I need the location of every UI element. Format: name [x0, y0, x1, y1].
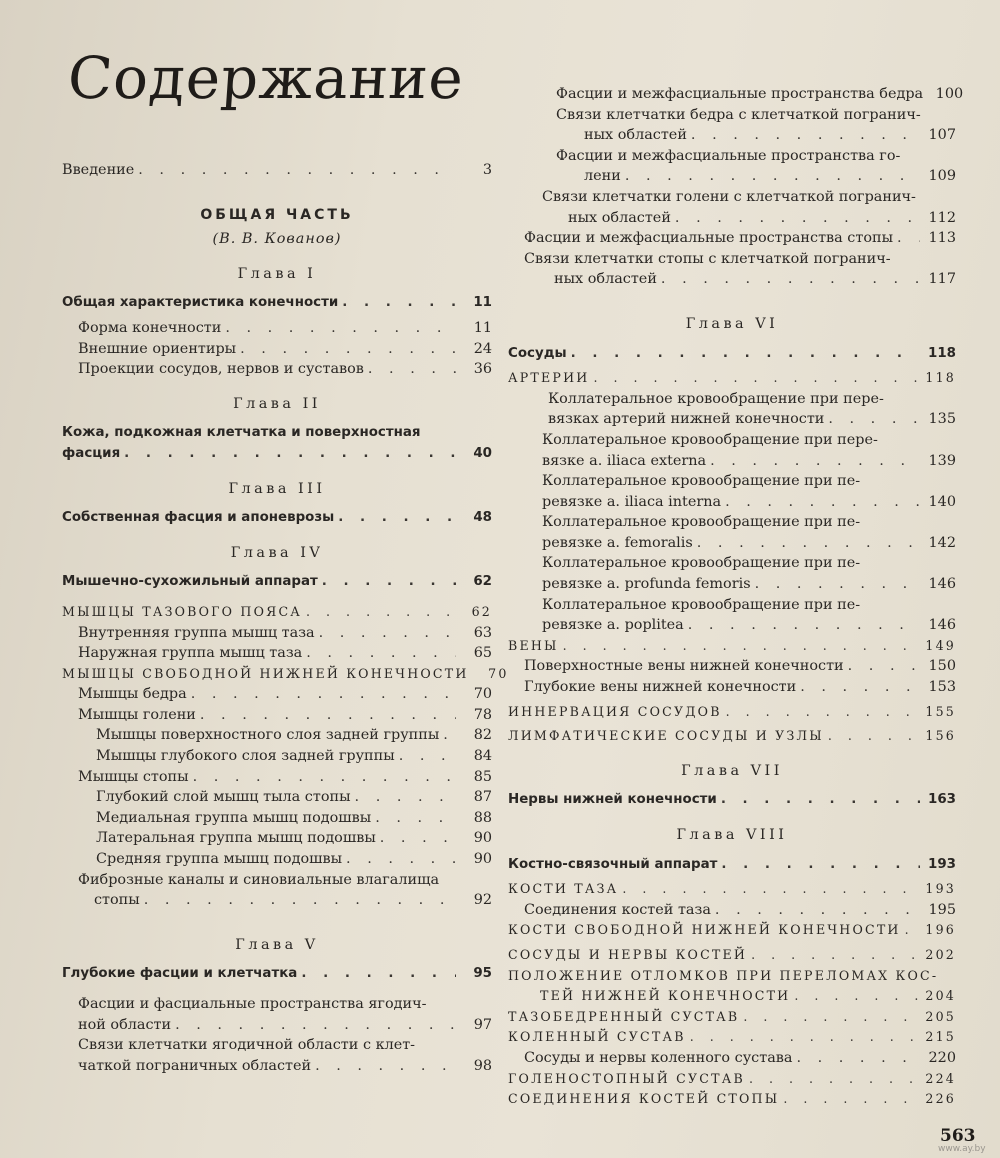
dot-leader	[306, 643, 456, 664]
entry-text: ГОЛЕНОСТОПНЫЙ СУСТАВ	[508, 1070, 745, 1086]
dot-leader	[338, 508, 456, 529]
toc-entry	[62, 767, 492, 788]
dot-leader	[593, 368, 920, 389]
toc-subsection-line: ПОЛОЖЕНИЕ ОТЛОМКОВ ПРИ ПЕРЕЛОМАХ КОС-	[508, 967, 939, 983]
entry-page: 70	[488, 665, 509, 681]
entry-page: 205	[925, 1008, 956, 1024]
entry-text: Медиальная группа мышц подошвы	[96, 809, 372, 826]
toc-entry	[62, 746, 492, 767]
entry-page: 100	[935, 86, 964, 102]
toc-entry	[62, 684, 492, 705]
entry-text: КОСТИ СВОБОДНОЙ НИЖНЕЙ КОНЕЧНОСТИ	[508, 922, 901, 938]
entry-text: ТЕЙ НИЖНЕЙ КОНЕЧНОСТИ	[540, 988, 791, 1004]
toc-entry	[62, 359, 492, 380]
entry-text: Нервы нижней конечности	[508, 792, 717, 808]
toc-entry	[508, 574, 956, 595]
entry-text: Мышцы бедра	[78, 686, 187, 703]
entry-page: 65	[473, 645, 492, 662]
toc-entry	[62, 318, 492, 339]
dot-leader	[319, 623, 456, 644]
entry-text: СОЕДИНЕНИЯ КОСТЕЙ СТОПЫ	[508, 1091, 780, 1107]
entry-text: Фасции и межфасциальные пространства бедра	[556, 86, 924, 102]
entry-page: 117	[928, 271, 956, 288]
toc-entry	[508, 125, 956, 146]
toc-entry	[508, 228, 956, 249]
toc-entry-line: Коллатеральное кровообращение при пе-	[542, 596, 861, 613]
dot-leader	[138, 160, 456, 181]
toc-subsection	[508, 702, 956, 723]
dot-leader	[828, 409, 920, 430]
dot-leader	[306, 602, 456, 623]
chapter-label: Глава III	[228, 480, 326, 497]
toc-subsection	[508, 1007, 956, 1028]
dot-leader	[721, 790, 920, 811]
entry-page: 193	[925, 881, 956, 897]
toc-entry	[62, 787, 492, 808]
toc-subsection	[62, 664, 509, 685]
chapter-title	[508, 344, 956, 365]
entry-text: Глубокий слой мышц тыла стопы	[96, 789, 351, 806]
entry-page: 85	[473, 768, 492, 785]
toc-entry	[62, 808, 492, 829]
toc-entry-line: Связи клетчатки бедра с клетчаткой погранич-	[556, 106, 921, 123]
entry-text: Средняя группа мышц подошвы	[96, 851, 343, 868]
entry-page: 62	[473, 574, 492, 590]
toc-entry	[508, 615, 956, 636]
entry-text: МЫШЦЫ СВОБОДНОЙ НИЖНЕЙ КОНЕЧНОСТИ	[62, 665, 469, 681]
dot-leader	[191, 684, 456, 705]
dot-leader	[346, 849, 456, 870]
chapter-label: Глава VIII	[676, 827, 788, 843]
chapter-title	[62, 444, 492, 465]
toc-subsection	[508, 1089, 956, 1110]
toc-entry	[508, 451, 956, 472]
entry-page: 88	[473, 809, 492, 826]
entry-page: 193	[928, 856, 956, 872]
entry-page: 95	[473, 966, 492, 982]
dot-leader	[200, 705, 456, 726]
chapter-label: Глава I	[237, 265, 317, 282]
toc-entry-line: Фасции и фасциальные пространства ягодич-	[78, 996, 427, 1012]
dot-leader	[690, 1027, 920, 1048]
dot-leader	[905, 920, 920, 941]
dot-leader	[355, 787, 456, 808]
page-title: Содержание	[65, 44, 467, 112]
dot-leader	[301, 964, 456, 985]
toc-entry	[508, 409, 956, 430]
toc-entry	[62, 849, 492, 870]
entry-page: 150	[928, 658, 956, 675]
toc-right-column	[508, 84, 964, 1110]
toc-subsection	[508, 368, 956, 389]
entry-page: 135	[928, 411, 956, 428]
entry-text: Собственная фасция и апоневрозы	[62, 510, 335, 526]
dot-leader	[399, 746, 456, 767]
dot-leader	[368, 359, 456, 380]
entry-page: 36	[473, 361, 492, 378]
dot-leader	[443, 725, 456, 746]
entry-text: стопы	[94, 892, 140, 909]
chapter-title	[62, 293, 492, 314]
entry-text: Наружная группа мышц таза	[78, 645, 303, 662]
entry-text: Мышцы стопы	[78, 768, 189, 785]
toc-entry	[508, 900, 956, 921]
toc-entry	[508, 1048, 956, 1069]
toc-entry-line: Коллатеральное кровообращение при пе-	[542, 514, 861, 531]
chapter-title	[62, 508, 492, 529]
toc-subsection	[508, 986, 956, 1007]
entry-page: 109	[928, 168, 956, 185]
watermark: www.ay.by	[938, 1144, 986, 1154]
entry-text: ТАЗОБЕДРЕННЫЙ СУСТАВ	[508, 1008, 740, 1024]
entry-text: Мышцы голени	[78, 706, 196, 723]
entry-text: ВЕНЫ	[508, 637, 559, 653]
chapter-title-line: Кожа, подкожная клетчатка и поверхностная	[62, 425, 421, 441]
dot-leader	[726, 702, 920, 723]
toc-entry	[62, 339, 492, 360]
dot-leader	[721, 855, 920, 876]
toc-subsection	[508, 1069, 956, 1090]
dot-leader	[897, 228, 920, 249]
dot-leader	[691, 125, 920, 146]
toc-entry-line: Связи клетчатки голени с клетчаткой погранич-	[542, 188, 916, 205]
dot-leader	[710, 451, 920, 472]
chapter-label: Глава II	[233, 395, 321, 412]
chapter-title	[62, 964, 492, 985]
dot-leader	[144, 890, 456, 911]
entry-page: 215	[925, 1029, 956, 1045]
entry-text: ной области	[78, 1016, 172, 1033]
entry-text: Сосуды и нервы коленного сустава	[524, 1049, 793, 1066]
toc-entry	[62, 828, 492, 849]
entry-text: Внутренняя группа мышц таза	[78, 624, 315, 641]
entry-page: 195	[928, 901, 956, 918]
toc-subsection	[508, 945, 956, 966]
entry-page: 84	[473, 748, 492, 765]
dot-leader	[661, 269, 920, 290]
entry-text: ЛИМФАТИЧЕСКИЕ СОСУДЫ И УЗЛЫ	[508, 728, 824, 744]
toc-entry	[508, 269, 956, 290]
entry-text: Форма конечности	[78, 319, 222, 336]
entry-text: Введение	[62, 162, 135, 178]
entry-text: ных областей	[568, 209, 671, 226]
entry-page: 220	[928, 1049, 956, 1066]
toc-entry-line: Коллатеральное кровообращение при пере-	[542, 431, 878, 448]
dot-leader	[124, 444, 456, 465]
dot-leader	[563, 636, 920, 657]
entry-text: Костно-связочный аппарат	[508, 856, 718, 872]
toc-left-column	[62, 160, 509, 1076]
entry-text: АРТЕРИИ	[508, 370, 590, 386]
entry-text: Латеральная группа мышц подошвы	[96, 830, 376, 847]
entry-page: 153	[928, 679, 956, 696]
toc-entry	[62, 705, 492, 726]
entry-text: фасция	[62, 445, 121, 461]
dot-leader	[342, 293, 456, 314]
entry-page: 92	[473, 892, 492, 909]
section-author: (В. В. Кованов)	[212, 231, 342, 248]
chapter-label: Глава VII	[681, 762, 783, 779]
dot-leader	[175, 1015, 456, 1036]
entry-page: 112	[928, 209, 956, 226]
entry-page: 118	[925, 370, 956, 386]
entry-text: МЫШЦЫ ТАЗОВОГО ПОЯСА	[62, 603, 303, 619]
dot-leader	[380, 828, 456, 849]
chapter-title	[62, 572, 492, 593]
entry-text: ревязке a. iliaca interna	[542, 493, 722, 510]
dot-leader	[755, 574, 920, 595]
toc-entry	[508, 166, 956, 187]
chapter-title	[508, 790, 956, 811]
entry-page: 156	[925, 728, 956, 744]
dot-leader	[571, 344, 920, 365]
entry-text: Соединения костей таза	[524, 901, 711, 918]
dot-leader	[848, 656, 920, 677]
chapter-label: Глава V	[235, 936, 319, 953]
entry-page: 146	[928, 617, 956, 634]
entry-page: 224	[925, 1070, 956, 1086]
toc-entry-line: Связи клетчатки ягодичной области с клет-	[78, 1037, 416, 1054]
chapter-label: Глава IV	[230, 544, 324, 561]
toc-entry	[508, 656, 956, 677]
entry-page: 11	[473, 319, 492, 336]
dot-leader	[749, 1069, 920, 1090]
toc-entry-line: Связи клетчатки стопы с клетчаткой погранич-	[524, 250, 891, 267]
entry-page: 107	[928, 127, 956, 144]
dot-leader	[743, 1007, 920, 1028]
entry-page: 146	[928, 576, 956, 593]
chapter-title	[508, 855, 956, 876]
toc-entry	[508, 492, 956, 513]
entry-text: ревязке a. femoralis	[542, 534, 693, 551]
dot-leader	[828, 726, 920, 747]
entry-page: 82	[473, 727, 492, 744]
dot-leader	[751, 945, 920, 966]
entry-text: Мышечно-сухожильный аппарат	[62, 574, 318, 590]
entry-text: вязке a. iliaca externa	[542, 452, 707, 469]
section-title: ОБЩАЯ ЧАСТЬ	[200, 206, 354, 223]
dot-leader	[688, 615, 920, 636]
entry-page: 48	[473, 510, 492, 526]
entry-page: 226	[925, 1091, 956, 1107]
entry-page: 98	[473, 1057, 492, 1074]
toc-subsection	[508, 1027, 956, 1048]
entry-text: лени	[584, 168, 621, 185]
toc-entry-line: Фиброзные каналы и синовиальные влагалища	[78, 871, 440, 888]
toc-entry-line: Коллатеральное кровообращение при пе-	[542, 473, 861, 490]
entry-page: 3	[482, 162, 492, 178]
chapter-label: Глава VI	[685, 315, 779, 332]
entry-text: ревязке a. profunda femoris	[542, 576, 751, 593]
entry-text: ных областей	[554, 271, 657, 288]
entry-page: 118	[928, 345, 956, 361]
entry-text: вязках артерий нижней конечности	[548, 411, 825, 428]
dot-leader	[675, 208, 920, 229]
page-number: 563	[940, 1126, 976, 1146]
entry-page: 204	[925, 988, 956, 1004]
dot-leader	[322, 572, 456, 593]
entry-text: Проекции сосудов, нервов и суставов	[78, 361, 364, 378]
toc-entry-line: Коллатеральное кровообращение при пе-	[542, 555, 861, 572]
toc-entry-line: Фасции и межфасциальные пространства го-	[556, 147, 901, 164]
toc-subsection	[508, 920, 956, 941]
toc-subsection	[508, 636, 956, 657]
dot-leader	[315, 1056, 456, 1077]
entry-text: Внешние ориентиры	[78, 340, 237, 357]
entry-text: Сосуды	[508, 345, 567, 361]
entry-page: 11	[473, 295, 492, 311]
entry-page: 87	[473, 789, 492, 806]
toc-entry	[62, 1015, 492, 1036]
entry-text: ных областей	[584, 127, 687, 144]
toc-entry-line: Коллатеральное кровообращение при пере-	[548, 390, 884, 407]
entry-text: ИННЕРВАЦИЯ СОСУДОВ	[508, 703, 722, 719]
entry-page: 90	[473, 851, 492, 868]
dot-leader	[783, 1089, 920, 1110]
entry-page: 142	[928, 534, 956, 551]
dot-leader	[715, 900, 920, 921]
entry-text: чаткой пограничных областей	[78, 1057, 312, 1074]
toc-entry	[508, 677, 956, 698]
entry-page: 196	[925, 922, 956, 938]
entry-text: КОЛЕННЫЙ СУСТАВ	[508, 1029, 686, 1045]
entry-text: СОСУДЫ И НЕРВЫ КОСТЕЙ	[508, 946, 748, 962]
entry-text: Фасции и межфасциальные пространства стопы	[524, 230, 894, 247]
toc-entry	[62, 890, 492, 911]
toc-entry	[508, 208, 956, 229]
dot-leader	[794, 986, 920, 1007]
dot-leader	[622, 879, 920, 900]
toc-entry	[62, 623, 492, 644]
toc-entry	[62, 725, 492, 746]
toc-entry	[508, 533, 956, 554]
entry-page: 140	[928, 493, 956, 510]
dot-leader	[796, 1048, 920, 1069]
entry-page: 139	[928, 452, 956, 469]
entry-page: 90	[473, 830, 492, 847]
dot-leader	[697, 533, 920, 554]
dot-leader	[193, 767, 456, 788]
dot-leader	[625, 166, 920, 187]
entry-page: 24	[473, 340, 492, 357]
toc-entry-intro	[62, 160, 492, 181]
entry-text: Общая характеристика конечности	[62, 295, 339, 311]
entry-page: 78	[473, 706, 492, 723]
entry-text: Глубокие вены нижней конечности	[524, 679, 797, 696]
dot-leader	[240, 339, 456, 360]
entry-page: 149	[925, 637, 956, 653]
entry-text: ревязке a. poplitea	[542, 617, 684, 634]
entry-text: Глубокие фасции и клетчатка	[62, 966, 298, 982]
entry-text: Мышцы глубокого слоя задней группы	[96, 748, 395, 765]
entry-page: 63	[473, 624, 492, 641]
entry-text: КОСТИ ТАЗА	[508, 881, 619, 897]
entry-page: 155	[925, 703, 956, 719]
toc-subsection	[62, 602, 492, 623]
toc-subsection	[508, 879, 956, 900]
toc-entry	[508, 84, 964, 105]
entry-text: Поверхностные вены нижней конечности	[524, 658, 844, 675]
dot-leader	[800, 677, 920, 698]
entry-page: 163	[928, 792, 956, 808]
entry-page: 62	[471, 603, 492, 619]
entry-page: 40	[473, 445, 492, 461]
dot-leader	[375, 808, 456, 829]
entry-page: 113	[928, 230, 956, 247]
entry-page: 97	[473, 1016, 492, 1033]
toc-entry	[62, 643, 492, 664]
entry-page: 70	[473, 686, 492, 703]
dot-leader	[725, 492, 920, 513]
entry-page: 202	[925, 946, 956, 962]
entry-text: Мышцы поверхностного слоя задней группы	[96, 727, 440, 744]
dot-leader	[225, 318, 456, 339]
toc-entry	[62, 1056, 492, 1077]
toc-subsection	[508, 726, 956, 747]
